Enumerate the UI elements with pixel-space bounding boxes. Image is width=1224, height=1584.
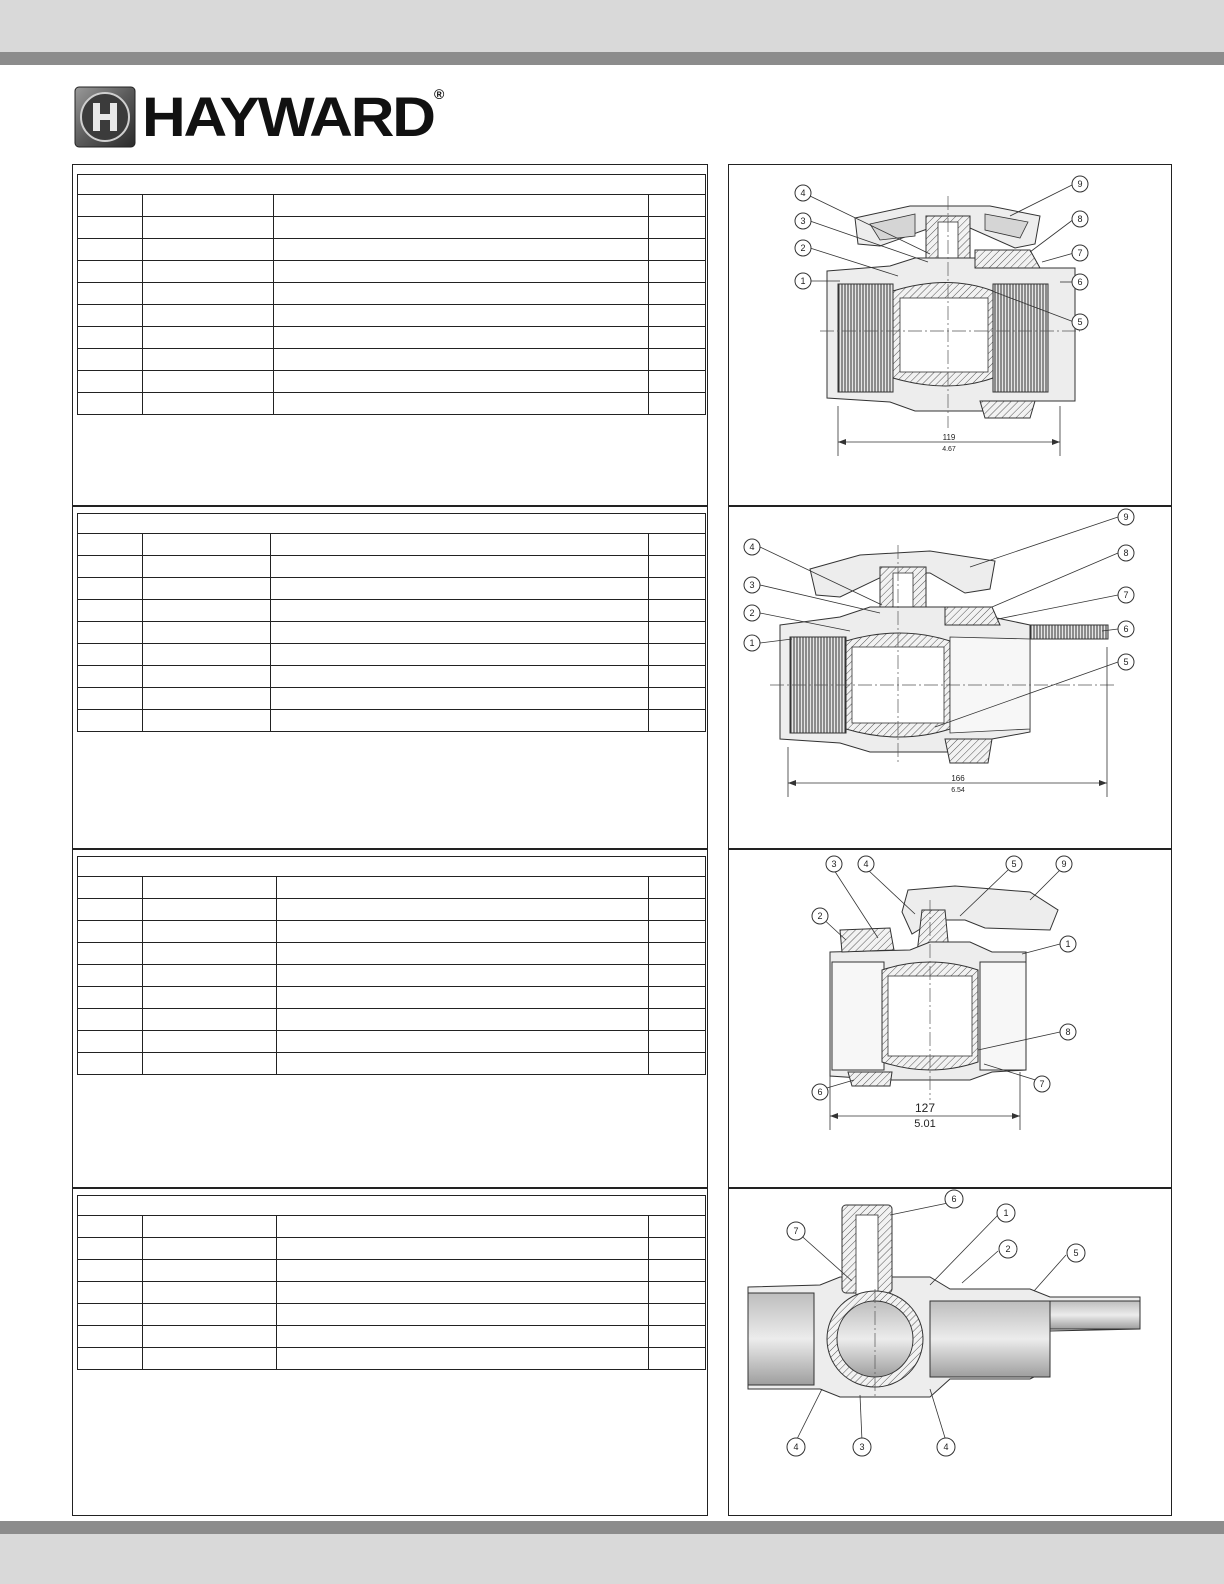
svg-text:4: 4 bbox=[800, 188, 806, 198]
table-cell bbox=[78, 1238, 143, 1260]
table-cell bbox=[649, 283, 706, 305]
callout-7 bbox=[787, 1222, 805, 1240]
table-row bbox=[78, 688, 706, 710]
table-cell bbox=[649, 556, 706, 578]
table-cell bbox=[649, 644, 706, 666]
svg-text:2: 2 bbox=[817, 911, 823, 921]
brand-name: HAYWARD bbox=[142, 85, 434, 148]
table-cell bbox=[277, 1260, 649, 1282]
table-cell bbox=[277, 1348, 649, 1370]
table-cell bbox=[649, 578, 706, 600]
table-cell bbox=[143, 644, 271, 666]
table-cell bbox=[649, 305, 706, 327]
svg-text:6: 6 bbox=[817, 1087, 823, 1097]
svg-text:9: 9 bbox=[1077, 179, 1083, 189]
table-cell bbox=[277, 1031, 649, 1053]
table-row bbox=[78, 349, 706, 371]
top-gray-band bbox=[0, 0, 1224, 52]
top-dark-strip bbox=[0, 52, 1224, 65]
callout-3 bbox=[795, 213, 811, 229]
svg-text:4: 4 bbox=[863, 859, 869, 869]
svg-text:3: 3 bbox=[831, 859, 837, 869]
dimension-in: 6.54 bbox=[951, 787, 965, 794]
svg-text:8: 8 bbox=[1077, 214, 1083, 224]
table-cell bbox=[274, 239, 649, 261]
table-cell bbox=[78, 1216, 143, 1238]
svg-text:2: 2 bbox=[1005, 1244, 1011, 1254]
table-cell bbox=[78, 987, 143, 1009]
table-cell bbox=[277, 899, 649, 921]
table-cell bbox=[277, 1238, 649, 1260]
valve-cross-section-diagram bbox=[730, 166, 1170, 504]
table-cell bbox=[78, 1053, 143, 1075]
parts-table bbox=[77, 1195, 706, 1370]
table-cell bbox=[271, 556, 649, 578]
table-cell bbox=[649, 534, 706, 556]
table-cell bbox=[274, 261, 649, 283]
table-cell bbox=[78, 1031, 143, 1053]
table-cell bbox=[649, 1260, 706, 1282]
table-cell bbox=[78, 371, 143, 393]
table-row bbox=[78, 622, 706, 644]
table-title-row bbox=[78, 857, 706, 877]
table-cell bbox=[649, 1216, 706, 1238]
table-row bbox=[78, 578, 706, 600]
callout-5 bbox=[1006, 856, 1022, 872]
svg-text:4: 4 bbox=[793, 1442, 799, 1452]
svg-text:7: 7 bbox=[1123, 590, 1129, 600]
callout-6 bbox=[945, 1190, 963, 1208]
table-title-row bbox=[78, 1196, 706, 1216]
table-cell bbox=[143, 1348, 277, 1370]
table-cell bbox=[78, 349, 143, 371]
table-cell bbox=[143, 921, 277, 943]
table-row bbox=[78, 1238, 706, 1260]
table-cell bbox=[271, 710, 649, 732]
svg-text:4: 4 bbox=[749, 542, 755, 552]
callout-3 bbox=[853, 1438, 871, 1456]
table-cell bbox=[143, 943, 277, 965]
table-cell bbox=[78, 534, 143, 556]
callout-1 bbox=[744, 635, 760, 651]
svg-text:7: 7 bbox=[793, 1226, 799, 1236]
table-row bbox=[78, 393, 706, 415]
callout-3 bbox=[826, 856, 842, 872]
hayward-logo bbox=[74, 86, 454, 148]
callout-7 bbox=[1118, 587, 1134, 603]
table-cell bbox=[649, 987, 706, 1009]
svg-text:3: 3 bbox=[859, 1442, 865, 1452]
table-row bbox=[78, 1304, 706, 1326]
valve-cross-section-diagram bbox=[730, 507, 1170, 847]
table-row bbox=[78, 899, 706, 921]
table-row bbox=[78, 877, 706, 899]
table-cell bbox=[78, 1009, 143, 1031]
table-cell bbox=[78, 217, 143, 239]
table-cell bbox=[649, 1238, 706, 1260]
table-row bbox=[78, 327, 706, 349]
table-row bbox=[78, 921, 706, 943]
table-cell bbox=[143, 1031, 277, 1053]
table-cell bbox=[78, 622, 143, 644]
table-cell bbox=[78, 261, 143, 283]
table-cell bbox=[274, 327, 649, 349]
table-row bbox=[78, 710, 706, 732]
table-row bbox=[78, 1348, 706, 1370]
callout-2 bbox=[744, 605, 760, 621]
table-cell bbox=[649, 622, 706, 644]
table-cell bbox=[143, 1053, 277, 1075]
table-cell bbox=[143, 239, 274, 261]
table-cell bbox=[78, 965, 143, 987]
table-cell bbox=[78, 1348, 143, 1370]
table-cell bbox=[143, 1260, 277, 1282]
table-cell bbox=[78, 578, 143, 600]
table-cell bbox=[143, 1282, 277, 1304]
pipe-end bbox=[748, 1293, 814, 1385]
svg-text:2: 2 bbox=[800, 243, 806, 253]
table-cell bbox=[143, 666, 271, 688]
section-divider bbox=[72, 505, 708, 507]
table-cell bbox=[649, 371, 706, 393]
table-cell bbox=[143, 217, 274, 239]
table-cell bbox=[649, 600, 706, 622]
table-cell bbox=[143, 327, 274, 349]
table-row bbox=[78, 239, 706, 261]
table-row bbox=[78, 305, 706, 327]
table-cell bbox=[78, 688, 143, 710]
svg-text:1: 1 bbox=[749, 638, 755, 648]
table-cell bbox=[143, 1326, 277, 1348]
callout-9 bbox=[1072, 176, 1088, 192]
table-cell bbox=[143, 965, 277, 987]
table-cell bbox=[649, 239, 706, 261]
table-row bbox=[78, 1260, 706, 1282]
table-cell bbox=[143, 710, 271, 732]
callout-4 bbox=[795, 185, 811, 201]
table-cell bbox=[649, 1053, 706, 1075]
table-row bbox=[78, 217, 706, 239]
table-cell bbox=[143, 349, 274, 371]
table-row bbox=[78, 283, 706, 305]
section-divider bbox=[72, 1187, 708, 1189]
callout-3 bbox=[744, 577, 760, 593]
parts-table bbox=[77, 856, 706, 1075]
callout-6 bbox=[1072, 274, 1088, 290]
table-cell bbox=[78, 1260, 143, 1282]
table-cell bbox=[274, 349, 649, 371]
svg-text:6: 6 bbox=[951, 1194, 957, 1204]
callout-5 bbox=[1072, 314, 1088, 330]
table-cell bbox=[649, 1326, 706, 1348]
union-nut bbox=[848, 1072, 892, 1086]
table-row bbox=[78, 666, 706, 688]
table-cell bbox=[649, 195, 706, 217]
svg-text:5: 5 bbox=[1123, 657, 1129, 667]
svg-text:6: 6 bbox=[1077, 277, 1083, 287]
table-cell bbox=[277, 1053, 649, 1075]
table-cell bbox=[649, 1348, 706, 1370]
table-cell bbox=[271, 534, 649, 556]
dimension-mm: 119 bbox=[942, 433, 956, 442]
svg-text:3: 3 bbox=[749, 580, 755, 590]
threaded-end bbox=[838, 284, 893, 392]
parts-table bbox=[77, 513, 706, 732]
table-cell bbox=[277, 1304, 649, 1326]
table-cell bbox=[649, 877, 706, 899]
table-cell bbox=[271, 666, 649, 688]
union-nut bbox=[945, 607, 1000, 625]
table-cell bbox=[649, 921, 706, 943]
table-cell bbox=[78, 1326, 143, 1348]
table-cell bbox=[143, 371, 274, 393]
table-cell bbox=[649, 710, 706, 732]
table-cell bbox=[78, 327, 143, 349]
table-cell bbox=[277, 987, 649, 1009]
table-cell bbox=[277, 965, 649, 987]
table-cell bbox=[649, 327, 706, 349]
table-cell bbox=[143, 283, 274, 305]
table-cell bbox=[274, 195, 649, 217]
table-cell bbox=[143, 1304, 277, 1326]
table-cell bbox=[78, 1282, 143, 1304]
svg-text:5: 5 bbox=[1011, 859, 1017, 869]
section-divider bbox=[72, 848, 708, 850]
table-cell bbox=[78, 556, 143, 578]
table-row bbox=[78, 943, 706, 965]
callout-4 bbox=[787, 1438, 805, 1456]
callout-9 bbox=[1118, 509, 1134, 525]
table-cell bbox=[274, 371, 649, 393]
threaded-end bbox=[1030, 625, 1108, 639]
parts-table bbox=[77, 174, 706, 415]
union-nut bbox=[945, 739, 992, 763]
callout-2 bbox=[999, 1240, 1017, 1258]
callout-1 bbox=[1060, 936, 1076, 952]
table-cell bbox=[143, 1238, 277, 1260]
table-row bbox=[78, 1053, 706, 1075]
svg-text:9: 9 bbox=[1061, 859, 1067, 869]
table-row bbox=[78, 556, 706, 578]
svg-text:3: 3 bbox=[800, 216, 806, 226]
callout-7 bbox=[1072, 245, 1088, 261]
table-cell bbox=[78, 710, 143, 732]
table-title-cell bbox=[78, 175, 706, 195]
callout-8 bbox=[1072, 211, 1088, 227]
table-cell bbox=[274, 305, 649, 327]
table-cell bbox=[274, 217, 649, 239]
table-cell bbox=[143, 688, 271, 710]
table-title-row bbox=[78, 175, 706, 195]
table-cell bbox=[277, 1216, 649, 1238]
table-cell bbox=[277, 1326, 649, 1348]
table-cell bbox=[78, 877, 143, 899]
table-row bbox=[78, 1282, 706, 1304]
table-cell bbox=[78, 195, 143, 217]
table-cell bbox=[649, 688, 706, 710]
table-cell bbox=[143, 1009, 277, 1031]
svg-text:5: 5 bbox=[1077, 317, 1083, 327]
table-row bbox=[78, 600, 706, 622]
table-cell bbox=[649, 899, 706, 921]
table-cell bbox=[649, 1009, 706, 1031]
svg-text:7: 7 bbox=[1077, 248, 1083, 258]
callout-2 bbox=[812, 908, 828, 924]
table-cell bbox=[143, 261, 274, 283]
table-cell bbox=[277, 921, 649, 943]
callout-1 bbox=[795, 273, 811, 289]
table-row bbox=[78, 1216, 706, 1238]
callout-4 bbox=[858, 856, 874, 872]
callout-7 bbox=[1034, 1076, 1050, 1092]
table-cell bbox=[649, 261, 706, 283]
table-cell bbox=[78, 305, 143, 327]
table-row bbox=[78, 1031, 706, 1053]
table-row bbox=[78, 1326, 706, 1348]
dimension-in: 4.67 bbox=[942, 446, 956, 453]
table-cell bbox=[271, 688, 649, 710]
svg-text:1: 1 bbox=[800, 276, 806, 286]
table-cell bbox=[274, 393, 649, 415]
table-title-cell bbox=[78, 857, 706, 877]
table-row bbox=[78, 534, 706, 556]
table-cell bbox=[78, 393, 143, 415]
callout-6 bbox=[812, 1084, 828, 1100]
table-cell bbox=[649, 1031, 706, 1053]
table-title-cell bbox=[78, 1196, 706, 1216]
svg-text:2: 2 bbox=[749, 608, 755, 618]
dimension-in: 5.01 bbox=[914, 1118, 936, 1130]
callout-5 bbox=[1067, 1244, 1085, 1262]
table-cell bbox=[649, 1282, 706, 1304]
table-cell bbox=[143, 305, 274, 327]
table-cell bbox=[78, 1304, 143, 1326]
table-cell bbox=[78, 943, 143, 965]
dimension-mm: 166 bbox=[951, 774, 965, 783]
table-cell bbox=[271, 578, 649, 600]
table-row bbox=[78, 261, 706, 283]
table-cell bbox=[271, 644, 649, 666]
callout-8 bbox=[1118, 545, 1134, 561]
table-cell bbox=[277, 1009, 649, 1031]
valve-cross-section-diagram bbox=[730, 1189, 1170, 1516]
table-cell bbox=[271, 622, 649, 644]
registered-mark: ® bbox=[434, 86, 445, 102]
table-cell bbox=[649, 217, 706, 239]
table-cell bbox=[143, 899, 277, 921]
hayward-logo-mark-icon bbox=[74, 86, 136, 148]
svg-text:1: 1 bbox=[1065, 939, 1071, 949]
table-title-row bbox=[78, 514, 706, 534]
svg-text:5: 5 bbox=[1073, 1248, 1079, 1258]
union-nut bbox=[840, 928, 894, 952]
table-row bbox=[78, 1009, 706, 1031]
table-row bbox=[78, 965, 706, 987]
table-cell bbox=[143, 622, 271, 644]
table-cell bbox=[143, 534, 271, 556]
table-cell bbox=[143, 556, 271, 578]
table-cell bbox=[78, 644, 143, 666]
union-nut bbox=[975, 250, 1040, 268]
svg-text:9: 9 bbox=[1123, 512, 1129, 522]
table-cell bbox=[143, 1216, 277, 1238]
table-row bbox=[78, 371, 706, 393]
callout-4 bbox=[937, 1438, 955, 1456]
table-cell bbox=[143, 877, 277, 899]
table-cell bbox=[143, 195, 274, 217]
svg-text:8: 8 bbox=[1123, 548, 1129, 558]
svg-text:7: 7 bbox=[1039, 1079, 1045, 1089]
table-cell bbox=[143, 393, 274, 415]
table-cell bbox=[649, 943, 706, 965]
bottom-gray-band bbox=[0, 1534, 1224, 1584]
table-cell bbox=[649, 1304, 706, 1326]
callout-1 bbox=[997, 1204, 1015, 1222]
table-cell bbox=[78, 600, 143, 622]
callout-8 bbox=[1060, 1024, 1076, 1040]
table-cell bbox=[277, 1282, 649, 1304]
table-cell bbox=[143, 578, 271, 600]
table-cell bbox=[649, 666, 706, 688]
table-cell bbox=[277, 943, 649, 965]
table-cell bbox=[277, 877, 649, 899]
svg-text:8: 8 bbox=[1065, 1027, 1071, 1037]
svg-text:6: 6 bbox=[1123, 624, 1129, 634]
svg-text:4: 4 bbox=[943, 1442, 949, 1452]
table-cell bbox=[78, 239, 143, 261]
table-cell bbox=[78, 921, 143, 943]
table-title-cell bbox=[78, 514, 706, 534]
table-row bbox=[78, 195, 706, 217]
callout-4 bbox=[744, 539, 760, 555]
dimension-mm: 127 bbox=[914, 1101, 936, 1115]
table-cell bbox=[143, 600, 271, 622]
table-cell bbox=[78, 899, 143, 921]
callout-2 bbox=[795, 240, 811, 256]
table-cell bbox=[649, 965, 706, 987]
table-cell bbox=[78, 283, 143, 305]
table-cell bbox=[78, 666, 143, 688]
svg-text:1: 1 bbox=[1003, 1208, 1009, 1218]
callout-6 bbox=[1118, 621, 1134, 637]
table-cell bbox=[271, 600, 649, 622]
table-cell bbox=[649, 349, 706, 371]
table-cell bbox=[649, 393, 706, 415]
table-cell bbox=[274, 283, 649, 305]
callout-9 bbox=[1056, 856, 1072, 872]
callout-5 bbox=[1118, 654, 1134, 670]
union-nut bbox=[980, 401, 1035, 418]
valve-cross-section-diagram bbox=[730, 850, 1170, 1186]
bottom-dark-strip bbox=[0, 1521, 1224, 1534]
threaded-end bbox=[993, 284, 1048, 392]
table-row bbox=[78, 987, 706, 1009]
table-row bbox=[78, 644, 706, 666]
table-cell bbox=[143, 987, 277, 1009]
